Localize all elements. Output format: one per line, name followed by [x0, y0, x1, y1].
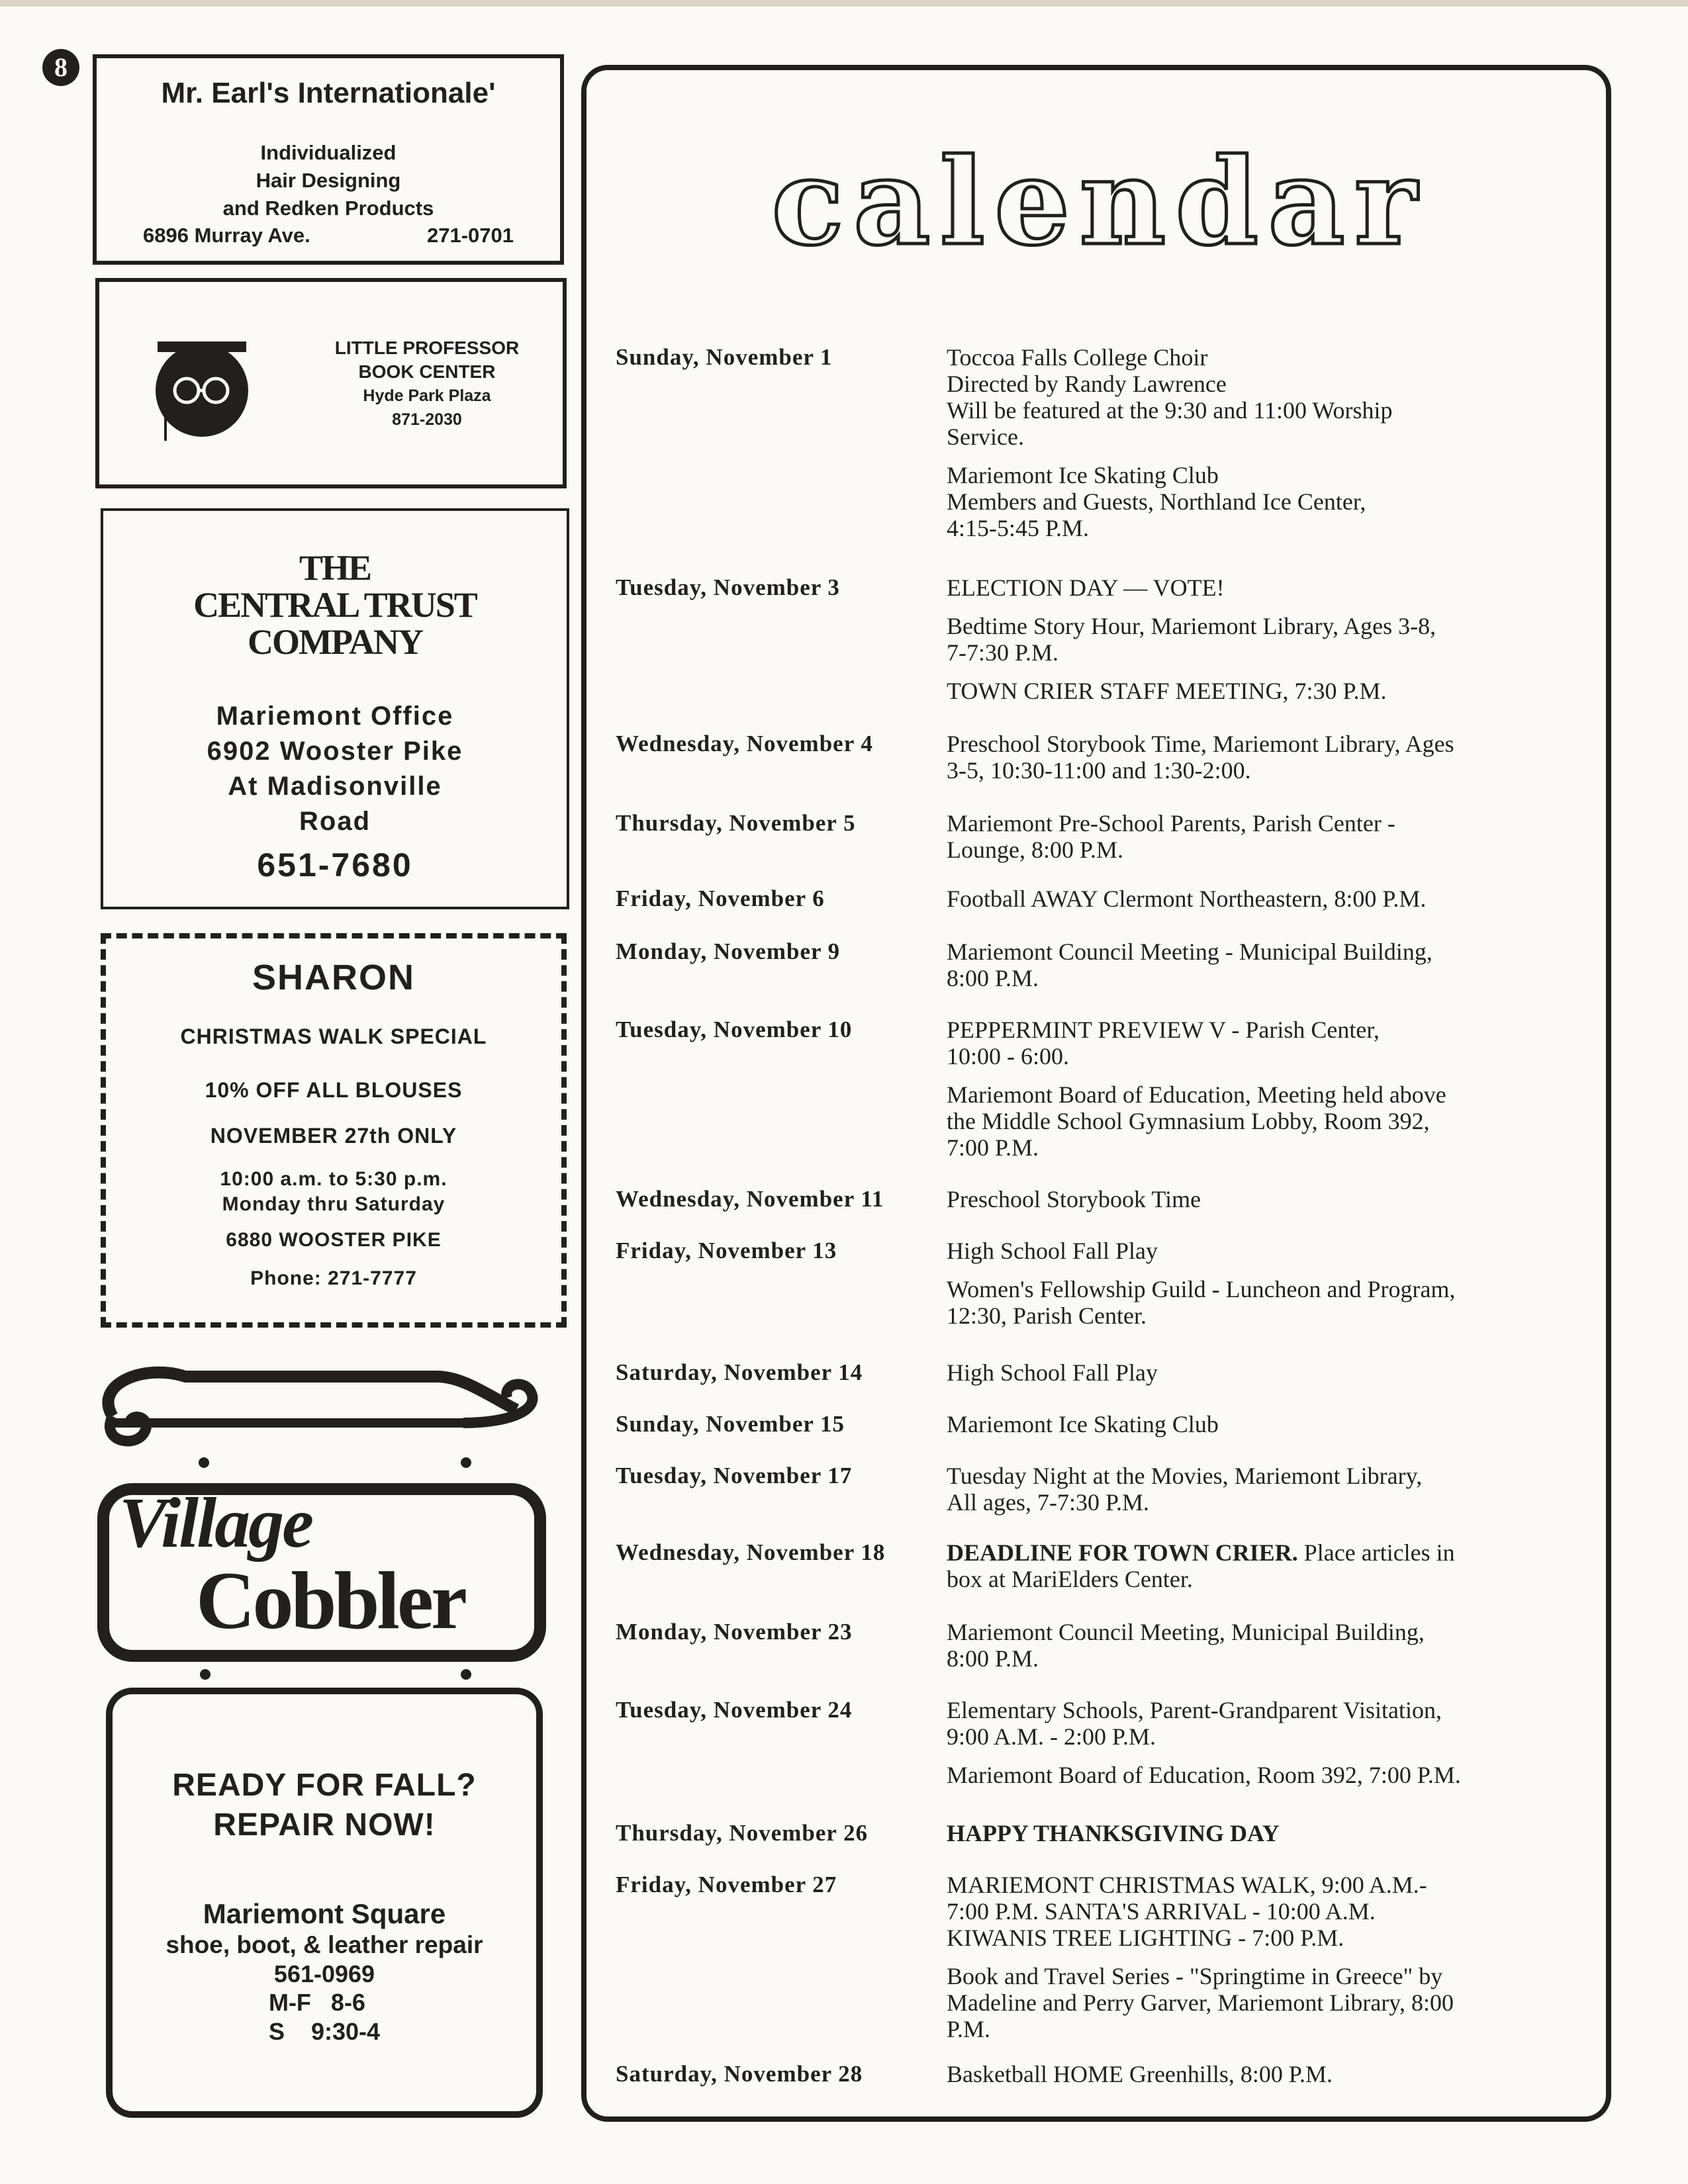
calendar-event-text: Mariemont Pre-School Parents, Parish Center -: [947, 810, 1395, 837]
calendar-event-text: Directed by Randy Lawrence: [947, 371, 1227, 397]
ad-line: CHRISTMAS WALK SPECIAL: [180, 1024, 487, 1048]
calendar-event-text: 8:00 P.M.: [947, 965, 1039, 991]
calendar-event: [947, 1186, 1575, 1212]
ad-mr-earls: [93, 54, 564, 265]
calendar-events: [947, 1619, 1575, 1684]
calendar-event: [947, 1619, 1575, 1672]
calendar-event: [947, 810, 1575, 863]
calendar-event-line: [947, 1619, 1575, 1645]
calendar-event-line: [947, 462, 1575, 488]
calendar-event-text: Basketball HOME Greenhills, 8:00 P.M.: [947, 2061, 1333, 2087]
calendar-event-line: [947, 1539, 1575, 1566]
calendar-event-text: Mariemont Board of Education, Meeting held above: [947, 1081, 1446, 1108]
calendar-events: [947, 1539, 1575, 1604]
calendar-event-line: [947, 1963, 1575, 1989]
calendar-event-line: [947, 1723, 1575, 1750]
ad-little-professor: [95, 278, 567, 488]
ad-headline: READY FOR FALL?: [172, 1768, 477, 1803]
calendar-event-line: [947, 965, 1575, 991]
calendar-event: [947, 938, 1575, 991]
calendar-event-text: 9:00 A.M. - 2:00 P.M.: [947, 1723, 1156, 1750]
calendar-event-line: [947, 2061, 1575, 2087]
calendar-event-line: [947, 837, 1575, 863]
calendar-event-line: [947, 1276, 1575, 1302]
calendar-events: [947, 1238, 1575, 1341]
calendar-events: [947, 810, 1575, 875]
calendar-event-text: DEADLINE FOR TOWN CRIER.: [947, 1539, 1298, 1566]
calendar-date: Thursday, November 26: [616, 1820, 868, 1846]
ad-phone: 271-0701: [426, 224, 514, 247]
calendar-event: [947, 1872, 1575, 1951]
calendar-event-text: KIWANIS TREE LIGHTING - 7:00 P.M.: [947, 1925, 1344, 1951]
calendar-event-text: Toccoa Falls College Choir: [947, 344, 1208, 371]
calendar-event-line: [947, 1017, 1575, 1043]
calendar-date: Wednesday, November 18: [616, 1539, 886, 1565]
calendar-event: [947, 1697, 1575, 1750]
calendar-event-text: Will be featured at the 9:30 and 11:00 Worship: [947, 397, 1393, 424]
calendar-date: Friday, November 13: [616, 1238, 837, 1263]
calendar-event-text: 8:00 P.M.: [947, 1645, 1039, 1672]
calendar-event-text: Mariemont Council Meeting, Municipal Building,: [947, 1619, 1425, 1645]
calendar-events: [947, 1697, 1575, 1800]
calendar-event: [947, 1081, 1575, 1161]
calendar-event-text: Mariemont Ice Skating Club: [947, 1411, 1219, 1437]
calendar-event: [947, 1820, 1575, 1846]
calendar-date: Wednesday, November 4: [616, 731, 873, 756]
calendar-event-text: Mariemont Council Meeting - Municipal Building,: [947, 938, 1432, 965]
calendar-events: [947, 1017, 1575, 1173]
ad-line: BOOK CENTER: [358, 361, 496, 382]
calendar-date: Monday, November 9: [616, 938, 841, 964]
calendar-event: [947, 1276, 1575, 1329]
calendar-date: Wednesday, November 11: [616, 1186, 884, 1212]
calendar-event-text: 10:00 - 6:00.: [947, 1043, 1069, 1069]
calendar-date: Friday, November 6: [616, 886, 825, 911]
calendar-event-text: Preschool Storybook Time, Mariemont Library, Ages: [947, 731, 1454, 757]
calendar-date: Saturday, November 28: [616, 2061, 863, 2087]
ad-title: SHARON: [252, 958, 415, 997]
calendar-date: Friday, November 27: [616, 1872, 837, 1897]
page-number: 8: [42, 49, 79, 86]
calendar-event: [947, 678, 1575, 704]
company-name: THE: [299, 548, 371, 588]
calendar-event-text: Mariemont Ice Skating Club: [947, 462, 1219, 488]
calendar-event-line: [947, 678, 1575, 704]
calendar-event-text: Bedtime Story Hour, Mariemont Library, Ages 3-8,: [947, 613, 1436, 639]
cobbler-logo: Cobbler: [196, 1555, 465, 1646]
ad-line: Individualized: [260, 141, 397, 164]
calendar-event: [947, 344, 1575, 450]
calendar-event: [947, 1762, 1575, 1788]
calendar-event-line: [947, 1925, 1575, 1951]
calendar-event: [947, 462, 1575, 541]
calendar-date: Sunday, November 1: [616, 344, 833, 370]
ad-line: LITTLE PROFESSOR: [334, 338, 520, 358]
calendar-event-line: [947, 1411, 1575, 1437]
ad-line: At Madisonville: [228, 772, 442, 801]
calendar-event-line: [947, 1645, 1575, 1672]
calendar-event-text: Place articles in: [1297, 1539, 1455, 1566]
calendar-event-text: High School Fall Play: [947, 1238, 1158, 1264]
calendar-event: [947, 1963, 1575, 2042]
ad-central-trust: [101, 508, 569, 909]
calendar-event-text: 4:15-5:45 P.M.: [947, 515, 1090, 541]
calendar-event-text: HAPPY THANKSGIVING DAY: [947, 1820, 1280, 1846]
calendar-event-line: [947, 488, 1575, 515]
calendar-events: [947, 1820, 1575, 1858]
calendar-event-text: TOWN CRIER STAFF MEETING, 7:30 P.M.: [947, 678, 1387, 704]
calendar-event-text: 7:00 P.M. SANTA'S ARRIVAL - 10:00 A.M.: [947, 1898, 1376, 1925]
ad-location: Mariemont Square: [203, 1898, 446, 1929]
ad-phone: 561-0969: [273, 1960, 375, 1987]
calendar-event-text: the Middle School Gymnasium Lobby, Room 392,: [947, 1108, 1430, 1134]
calendar-event-line: [947, 1989, 1575, 2016]
cobbler-logo: Village: [119, 1484, 312, 1563]
calendar-event-line: [947, 1898, 1575, 1925]
calendar-event-text: PEPPERMINT PREVIEW V - Parish Center,: [947, 1017, 1380, 1043]
calendar-events: [947, 938, 1575, 1003]
calendar-event: [947, 1539, 1575, 1592]
calendar-event-text: Preschool Storybook Time: [947, 1186, 1201, 1212]
calendar-events: [947, 574, 1575, 716]
calendar-event-text: Elementary Schools, Parent-Grandparent Visitation,: [947, 1697, 1442, 1723]
calendar-event-text: Book and Travel Series - "Springtime in Greece" by: [947, 1963, 1443, 1989]
ad-line: 6902 Wooster Pike: [207, 737, 463, 766]
calendar-events: [947, 344, 1575, 553]
calendar-event: [947, 1017, 1575, 1069]
calendar-event-line: [947, 1186, 1575, 1212]
calendar-events: [947, 1411, 1575, 1449]
calendar-event: [947, 574, 1575, 601]
calendar-event-line: [947, 731, 1575, 757]
calendar-date: Sunday, November 15: [616, 1411, 845, 1437]
calendar-event-line: [947, 613, 1575, 639]
calendar-date: Tuesday, November 10: [616, 1017, 853, 1042]
ad-line: NOVEMBER 27th ONLY: [210, 1124, 457, 1148]
calendar-events: [947, 1872, 1575, 2054]
calendar-event-text: ELECTION DAY — VOTE!: [947, 574, 1225, 601]
calendar-event-text: High School Fall Play: [947, 1359, 1158, 1386]
calendar-event-line: [947, 574, 1575, 601]
ad-line: Monday thru Saturday: [222, 1193, 445, 1215]
ad-headline: REPAIR NOW!: [213, 1807, 436, 1843]
calendar-event: [947, 886, 1575, 912]
calendar-event-line: [947, 938, 1575, 965]
calendar-event-line: [947, 424, 1575, 450]
calendar-event-line: [947, 1463, 1575, 1489]
ad-address: 6880 WOOSTER PIKE: [226, 1229, 442, 1251]
calendar-event-text: MARIEMONT CHRISTMAS WALK, 9:00 A.M.-: [947, 1872, 1427, 1898]
calendar-event-line: [947, 1302, 1575, 1329]
ad-title: Mr. Earl's Internationale': [161, 77, 496, 109]
calendar-event-text: 12:30, Parish Center.: [947, 1302, 1147, 1329]
calendar-event-line: [947, 344, 1575, 371]
calendar-events: [947, 1359, 1575, 1398]
ad-hours: [269, 1988, 380, 2046]
calendar-date: Saturday, November 14: [616, 1359, 863, 1385]
calendar-date: Tuesday, November 17: [616, 1463, 853, 1488]
calendar-event-text: 7-7:30 P.M.: [947, 639, 1059, 666]
ad-address: 6896 Murray Ave.: [143, 224, 310, 247]
ad-line: Mariemont Office: [216, 702, 454, 731]
calendar-event: [947, 1238, 1575, 1264]
calendar-event: [947, 731, 1575, 784]
calendar-date: Monday, November 23: [616, 1619, 853, 1645]
calendar-event-text: P.M.: [947, 2016, 991, 2042]
calendar-title-text: calendar: [771, 144, 1427, 272]
ad-hours: [106, 1167, 561, 1217]
calendar-event-text: Lounge, 8:00 P.M.: [947, 837, 1124, 863]
calendar-event-text: Mariemont Board of Education, Room 392, 7:00 P.M.: [947, 1762, 1461, 1788]
ad-line: Hair Designing: [256, 169, 401, 192]
ad-line: Hyde Park Plaza: [363, 387, 491, 405]
calendar-event-text: Members and Guests, Northland Ice Center,: [947, 488, 1366, 515]
calendar-event-line: [947, 515, 1575, 541]
calendar-event: [947, 613, 1575, 666]
calendar-title: [715, 144, 1483, 277]
calendar-event-line: [947, 371, 1575, 397]
calendar-event: [947, 1463, 1575, 1516]
calendar-event: [947, 2061, 1575, 2087]
calendar-event-text: Women's Fellowship Guild - Luncheon and Program,: [947, 1276, 1456, 1302]
ad-contact-row: [143, 224, 514, 248]
professor-owl-icon: [146, 330, 258, 442]
calendar-date: Tuesday, November 24: [616, 1697, 853, 1723]
ad-sharon: [101, 933, 567, 1328]
calendar-event-text: Madeline and Perry Garver, Mariemont Library, 8:00: [947, 1989, 1454, 2016]
calendar-event-text: 3-5, 10:30-11:00 and 1:30-2:00.: [947, 757, 1251, 784]
calendar-event-text: box at MariElders Center.: [947, 1566, 1193, 1592]
calendar-event: [947, 1359, 1575, 1386]
ad-cobbler-panel: [106, 1688, 543, 2118]
calendar-event-text: Football AWAY Clermont Northeastern, 8:00 P.M.: [947, 886, 1427, 912]
ad-line: Road: [299, 807, 371, 836]
calendar-event-text: 7:00 P.M.: [947, 1134, 1039, 1161]
calendar-event-line: [947, 1566, 1575, 1592]
calendar-events: [947, 1186, 1575, 1224]
calendar-event-line: [947, 1872, 1575, 1898]
calendar-event-line: [947, 1489, 1575, 1516]
ad-line: S 9:30-4: [268, 2018, 381, 2045]
ad-phone: Phone: 271-7777: [250, 1267, 417, 1289]
calendar-event-line: [947, 639, 1575, 666]
company-name: COMPANY: [248, 622, 422, 662]
office-address: [103, 699, 567, 839]
calendar-events: [947, 2061, 1575, 2099]
ad-text-block: [311, 336, 543, 432]
calendar-event-line: [947, 757, 1575, 784]
calendar-event-line: [947, 2016, 1575, 2042]
calendar-events: [947, 1463, 1575, 1527]
company-name: CENTRAL TRUST: [193, 585, 477, 625]
ad-line: 10:00 a.m. to 5:30 p.m.: [220, 1168, 447, 1190]
calendar-event-line: [947, 1762, 1575, 1788]
calendar-event-text: Tuesday Night at the Movies, Mariemont Library,: [947, 1463, 1423, 1489]
calendar-event-line: [947, 1108, 1575, 1134]
calendar-event-line: [947, 1081, 1575, 1108]
ad-line: and Redken Products: [222, 197, 434, 220]
calendar-events: [947, 886, 1575, 924]
calendar-event-text: All ages, 7-7:30 P.M.: [947, 1489, 1149, 1516]
top-rule: [0, 0, 1688, 7]
calendar-event-line: [947, 1043, 1575, 1069]
calendar-event-line: [947, 1820, 1575, 1846]
calendar-events: [947, 731, 1575, 796]
ad-line: 10% OFF ALL BLOUSES: [205, 1078, 463, 1102]
calendar-event-line: [947, 1134, 1575, 1161]
calendar-event-line: [947, 1697, 1575, 1723]
calendar-date: Tuesday, November 3: [616, 574, 840, 600]
calendar-event-line: [947, 397, 1575, 424]
calendar-event-line: [947, 886, 1575, 912]
calendar-event: [947, 1411, 1575, 1437]
calendar-event-line: [947, 1359, 1575, 1386]
calendar-event-text: Service.: [947, 424, 1024, 450]
ad-phone: 651-7680: [257, 846, 413, 884]
ad-phone: 871-2030: [392, 410, 462, 429]
calendar-event-line: [947, 810, 1575, 837]
calendar-event-line: [947, 1238, 1575, 1264]
calendar-date: Thursday, November 5: [616, 810, 856, 836]
ad-line: M-F 8-6: [268, 1989, 365, 2016]
ad-services: shoe, boot, & leather repair: [165, 1931, 483, 1958]
